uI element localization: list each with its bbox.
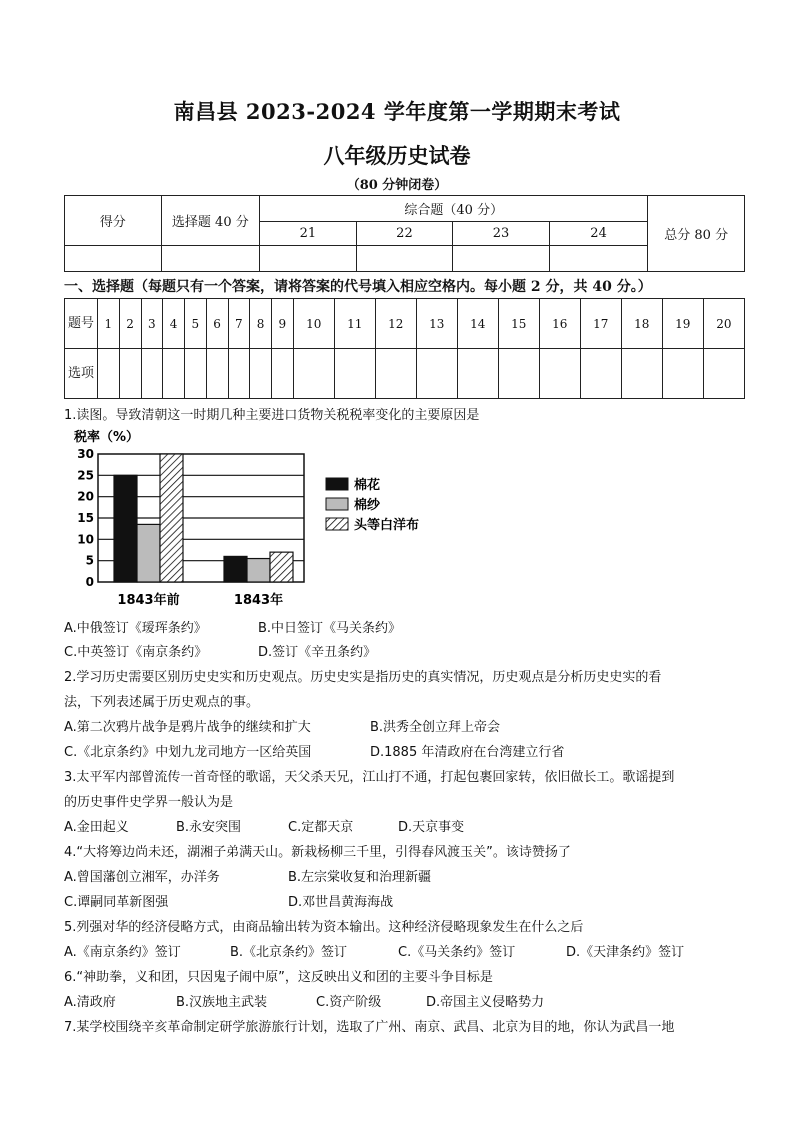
q1-option-c: C.中英签订《南京条约》 [64, 645, 208, 660]
answer-grid-number-4: 4 [163, 299, 185, 349]
chart-ytick-label: 10 [77, 532, 94, 547]
q4-option-b: B.左宗棠收复和治理新疆 [288, 870, 432, 885]
chart-bar [270, 552, 293, 582]
q4-option-d: D.邓世昌黄海海战 [288, 895, 394, 910]
q2-option-a: A.第二次鸦片战争是鸦片战争的继续和扩大 [64, 720, 311, 735]
answer-grid-number-1: 1 [98, 299, 120, 349]
answer-grid-number-8: 8 [250, 299, 272, 349]
answer-grid-number-11: 11 [334, 299, 375, 349]
q23-label: 23 [453, 222, 550, 246]
answer-grid-cell-8[interactable] [250, 349, 272, 399]
q5-option-b: B.《北京条约》签订 [230, 945, 348, 960]
answer-grid-cell-2[interactable] [119, 349, 141, 399]
score-table [64, 195, 745, 272]
q23-score-cell[interactable] [453, 246, 550, 272]
total-score-label: 总分 80 分 [648, 196, 745, 272]
score-cell[interactable] [65, 246, 162, 272]
answer-grid-number-20: 20 [703, 299, 744, 349]
answer-grid-number-5: 5 [185, 299, 207, 349]
chart-ylabel: 税率（%） [74, 430, 140, 445]
q6-option-d: D.帝国主义侵略势力 [426, 995, 545, 1010]
q6-option-c: C.资产阶级 [316, 995, 382, 1010]
chart-xtick-label: 1843年前 [117, 593, 180, 608]
q3-option-c: C.定都天京 [288, 820, 354, 835]
q5-stem: 5.列强对华的经济侵略方式，由商品输出转为资本输出。这种经济侵略现象发生在什么之后 [64, 920, 584, 935]
answer-grid-cell-10[interactable] [293, 349, 334, 399]
q2-stem-line1: 2.学习历史需要区别历史史实和历史观点。历史史实是指历史的真实情况，历史观点是分析历史史实的看 [64, 670, 662, 685]
choice-score-cell[interactable] [161, 246, 260, 272]
answer-grid-cell-12[interactable] [375, 349, 416, 399]
chart-xtick-label: 1843年 [233, 593, 284, 608]
exam-title: 南昌县 2023-2024 学年度第一学期期末考试 [173, 99, 621, 124]
option-header: 选项 [65, 349, 98, 399]
answer-grid-cell-15[interactable] [498, 349, 539, 399]
chart-ytick-label: 20 [77, 489, 94, 504]
q24-label: 24 [549, 222, 648, 246]
answer-grid-cell-14[interactable] [457, 349, 498, 399]
question-number-header: 题号 [65, 299, 98, 349]
q2-stem-line2: 法，下列表述属于历史观点的事。 [64, 695, 260, 710]
answer-grid-cell-1[interactable] [98, 349, 120, 399]
chart-ytick-label: 25 [77, 468, 94, 483]
answer-grid-cell-5[interactable] [185, 349, 207, 399]
chart-legend-swatch [326, 518, 348, 530]
q3-stem-line1: 3.太平军内部曾流传一首奇怪的歌谣，天父杀天兄，江山打不通，打起包裹回家转，依旧做长工。歌谣提到 [64, 770, 675, 785]
chart-legend-swatch [326, 478, 348, 490]
q2-option-c: C.《北京条约》中划九龙司地方一区给英国 [64, 745, 312, 760]
answer-grid-number-19: 19 [662, 299, 703, 349]
answer-grid-number-2: 2 [119, 299, 141, 349]
answer-grid-cell-13[interactable] [416, 349, 457, 399]
chart-legend-label: 棉纱 [354, 498, 381, 513]
q6-option-a: A.清政府 [64, 995, 116, 1010]
chart-ytick-label: 5 [85, 553, 94, 568]
q3-stem-line2: 的历史事件史学界一般认为是 [64, 795, 234, 810]
answer-grid-number-16: 16 [539, 299, 580, 349]
section1-heading: 一、选择题（每题只有一个答案，请将答案的代号填入相应空格内。每小题 2 分，共 40 分。） [64, 279, 652, 295]
q22-score-cell[interactable] [356, 246, 453, 272]
chart-bar [247, 559, 270, 582]
answer-grid-cell-9[interactable] [272, 349, 294, 399]
q4-stem: 4.“大将筹边尚未还，湖湘子弟满天山。新栽杨柳三千里，引得春风渡玉关”。该诗赞扬了 [64, 845, 571, 860]
q24-score-cell[interactable] [549, 246, 648, 272]
q6-option-b: B.汉族地主武装 [176, 995, 268, 1010]
answer-grid-number-17: 17 [580, 299, 621, 349]
q2-option-d: D.1885 年清政府在台湾建立行省 [370, 745, 565, 760]
q1-option-b: B.中日签订《马关条约》 [258, 621, 402, 636]
chart-ytick-label: 0 [85, 575, 94, 589]
answer-grid-cell-6[interactable] [206, 349, 228, 399]
q1-option-d: D.签订《辛丑条约》 [258, 645, 377, 660]
chart-bar [160, 454, 183, 582]
answer-grid-cell-3[interactable] [141, 349, 163, 399]
answer-grid-number-18: 18 [621, 299, 662, 349]
answer-grid-number-12: 12 [375, 299, 416, 349]
chart-legend-swatch [326, 498, 348, 510]
q5-option-c: C.《马关条约》签订 [398, 945, 516, 960]
composite-score-label: 综合题（40 分） [260, 196, 648, 222]
q22-label: 22 [356, 222, 453, 246]
answer-grid-cell-4[interactable] [163, 349, 185, 399]
answer-grid-number-10: 10 [293, 299, 334, 349]
chart-bar [137, 524, 160, 582]
answer-grid-number-9: 9 [272, 299, 294, 349]
chart-bar [114, 475, 137, 582]
q3-option-a: A.金田起义 [64, 820, 129, 835]
answer-grid-cell-16[interactable] [539, 349, 580, 399]
answer-grid-cell-20[interactable] [703, 349, 744, 399]
answer-grid-number-15: 15 [498, 299, 539, 349]
choice-score-label: 选择题 40 分 [161, 196, 260, 246]
answer-grid-number-14: 14 [457, 299, 498, 349]
q6-stem: 6.“神助拳，义和团，只因鬼子闹中原”，这反映出义和团的主要斗争目标是 [64, 970, 493, 985]
chart-ytick-label: 30 [77, 447, 94, 461]
q21-score-cell[interactable] [260, 246, 357, 272]
chart-bar [224, 556, 247, 582]
q1-stem: 1.读图。导致清朝这一时期几种主要进口货物关税税率变化的主要原因是 [64, 408, 480, 423]
chart-legend-label: 头等白洋布 [354, 518, 420, 533]
answer-grid-cell-19[interactable] [662, 349, 703, 399]
answer-grid-number-6: 6 [206, 299, 228, 349]
q2-option-b: B.洪秀全创立拜上帝会 [370, 720, 501, 735]
answer-grid-cell-11[interactable] [334, 349, 375, 399]
q21-label: 21 [260, 222, 357, 246]
q3-option-d: D.天京事变 [398, 820, 465, 835]
q7-stem: 7.某学校围绕辛亥革命制定研学旅游旅行计划，选取了广州、南京、武昌、北京为目的地，你认为武昌一地 [64, 1020, 675, 1035]
answer-grid-cell-7[interactable] [228, 349, 250, 399]
q5-option-a: A.《南京条约》签订 [64, 945, 181, 960]
tariff-bar-chart [68, 426, 448, 611]
q4-option-c: C.谭嗣同革新图强 [64, 895, 169, 910]
chart-ytick-label: 15 [77, 511, 94, 525]
exam-subtitle: 八年级历史试卷 [323, 143, 471, 168]
answer-grid-cell-17[interactable] [580, 349, 621, 399]
answer-grid-number-7: 7 [228, 299, 250, 349]
exam-note: （80 分钟闭卷） [346, 178, 448, 193]
score-label: 得分 [65, 196, 162, 246]
q5-option-d: D.《天津条约》签订 [566, 945, 685, 960]
answer-grid-cell-18[interactable] [621, 349, 662, 399]
q4-option-a: A.曾国藩创立湘军，办洋务 [64, 870, 220, 885]
q1-option-a: A.中俄签订《瑷珲条约》 [64, 621, 207, 636]
answer-grid-number-3: 3 [141, 299, 163, 349]
answer-grid [64, 298, 745, 399]
answer-grid-number-13: 13 [416, 299, 457, 349]
q3-option-b: B.永安突围 [176, 820, 242, 835]
chart-legend-label: 棉花 [354, 478, 381, 493]
